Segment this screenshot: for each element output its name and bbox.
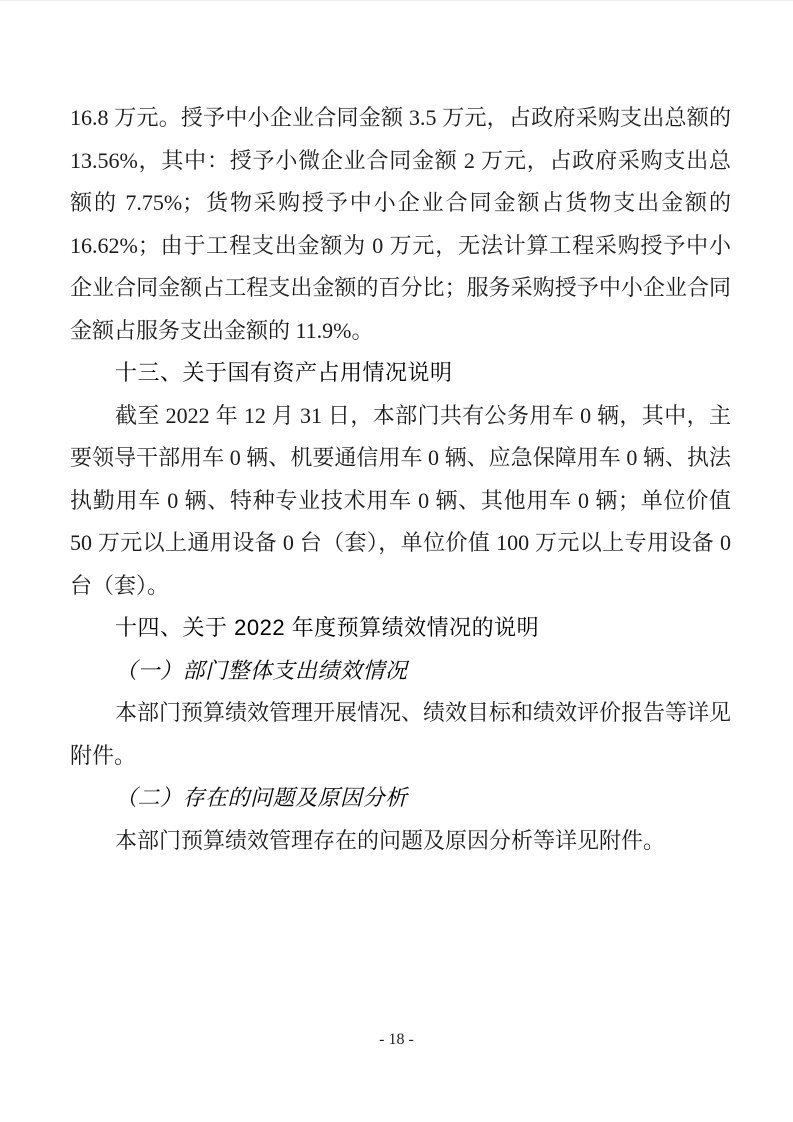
- paragraph-state-assets: 截至 2022 年 12 月 31 日，本部门共有公务用车 0 辆，其中，主要领导干部用车 0 辆、机要通信用车 0 辆、应急保障用车 0 辆、执法执勤用车 0 辆、特种专业技术用车 0 辆、其他用车 0 辆；单位价值 50 万元以上通用设备 0 台（套），单位价值 100 万元以上专用设备 0 台（套）。: [70, 402, 731, 598]
- paragraph-procurement-continuation: 16.8 万元。授予中小企业合同金额 3.5 万元，占政府采购支出总额的 13.56%，其中：授予小微企业合同金额 2 万元，占政府采购支出总额的 7.75%；货物采购授予中小企业合同金额占货物支出金额的 16.62%；由于工程支出金额为 0 万元，无法计算工程采购授予中小企业合同金额占工程支出金额的百分比；服务采购授予中小企业合同金额占服务支出金额的 11.9%。: [70, 105, 731, 343]
- section-heading-13-state-assets: 十三、关于国有资产占用情况说明: [115, 360, 453, 385]
- subsection-heading-1-overall-performance: （一）部门整体支出绩效情况: [115, 657, 408, 683]
- paragraph-overall-performance: 本部门预算绩效管理开展情况、绩效目标和绩效评价报告等详见附件。: [70, 700, 732, 768]
- section-heading-14-budget-performance: 十四、关于 2022 年度预算绩效情况的说明: [115, 615, 540, 640]
- subsection-heading-2-problems-analysis: （二）存在的问题及原因分析: [115, 785, 408, 810]
- paragraph-problems-analysis: 本部门预算绩效管理存在的问题及原因分析等详见附件。: [115, 827, 666, 853]
- page-number: - 18 -: [379, 1031, 414, 1048]
- document-body: [70, 97, 731, 862]
